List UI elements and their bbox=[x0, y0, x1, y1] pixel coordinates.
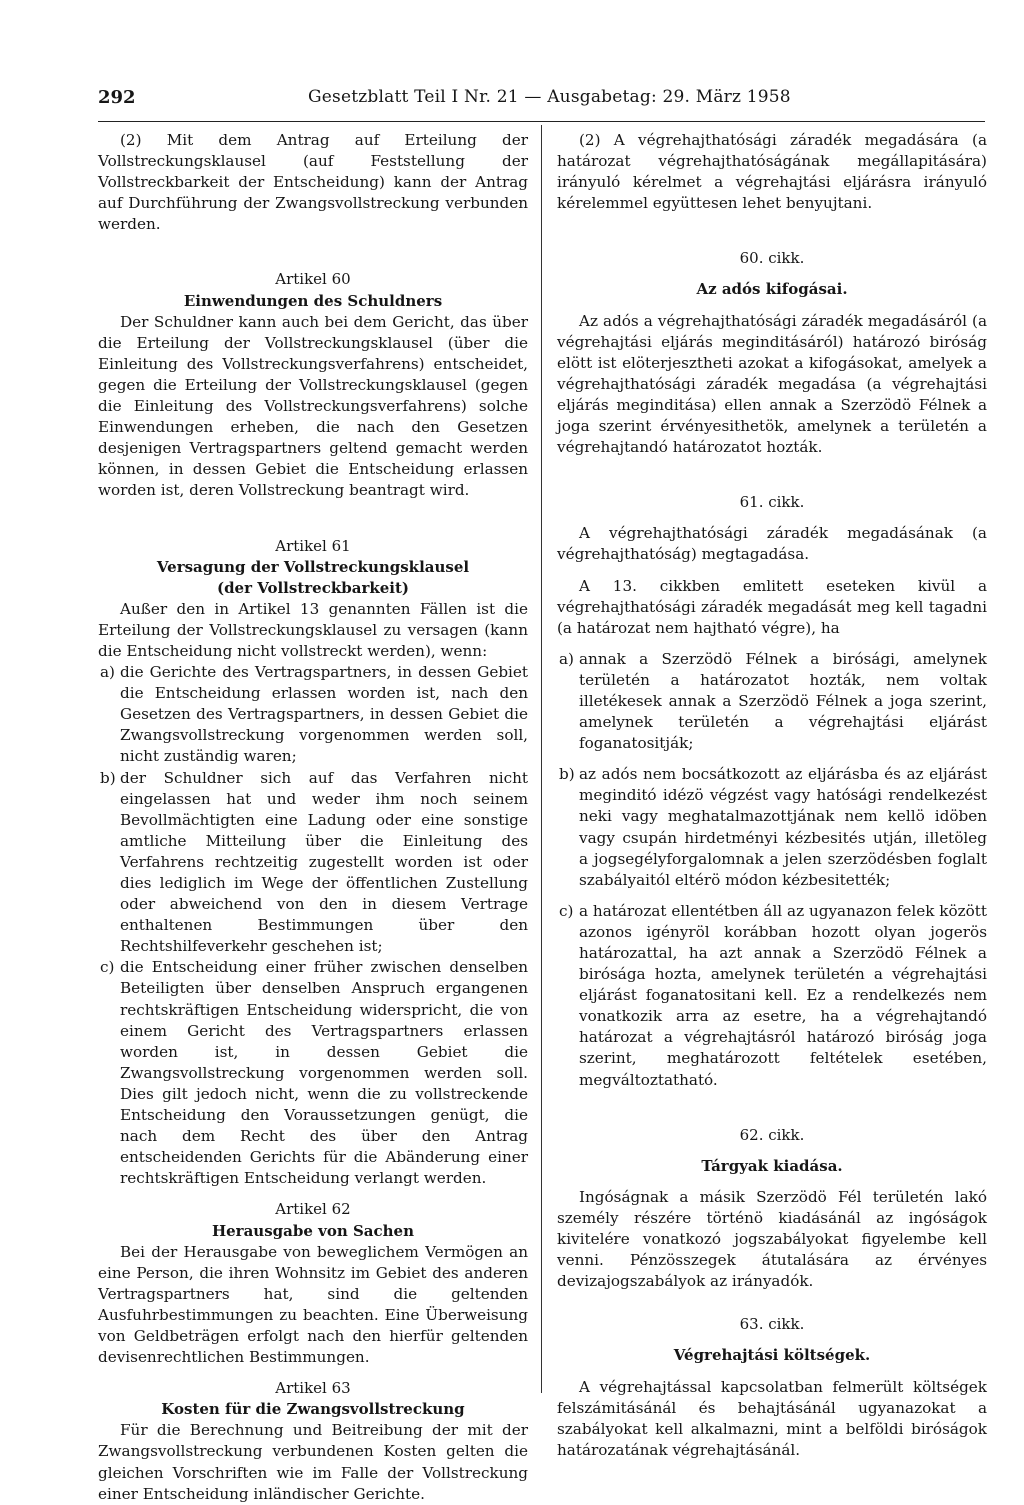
cikk-63-number: 63. cikk. bbox=[739, 1315, 805, 1334]
cikk-60-title: Az adós kifogásai. bbox=[696, 280, 848, 299]
cikk-63-title: Végrehajtási költségek. bbox=[673, 1346, 871, 1365]
article-63-title: Kosten für die Zwangsvollstreckung bbox=[161, 1400, 465, 1419]
cikk-60-number: 60. cikk. bbox=[739, 249, 805, 268]
gazette-title: Gesetzblatt Teil I Nr. 21 — Ausgabetag: 29. März 1958 bbox=[308, 87, 791, 107]
list-item-label: b) bbox=[100, 768, 116, 787]
list-item-text: annak a Szerzödö Félnek a birósági, amelynek területén a határozatot hozták, nem voltak illetékesek annak a Szerzödö Félnek a joga szerint, amelynek területén a végrehajtási eljárást foganatositják; bbox=[579, 649, 987, 753]
article-61-subtitle: (der Vollstreckbarkeit) bbox=[216, 578, 410, 597]
list-item-label: c) bbox=[559, 901, 574, 920]
article-60-text: Der Schuldner kann auch bei dem Gericht, das über die Erteilung der Vollstreckungsklausel (über die Einleitung des Vollstreckungsverfahrens) entscheidet, gegen die Erteilung der Vollstreckungsklausel (gegen die Einleitung des Vollstreckungsverfahrens) solche Einwendungen erheben, die nach den Gesetzen desjenigen Vertragspartners geltend gemacht werden können, in dessen Gebiet die Entscheidung erlassen worden ist, deren Vollstreckung beantragt wird. bbox=[98, 312, 528, 500]
article-61-number: Artikel 61 bbox=[275, 536, 351, 555]
list-item-label: a) bbox=[559, 649, 574, 668]
cikk-61-number: 61. cikk. bbox=[739, 493, 805, 512]
cikk-62-number: 62. cikk. bbox=[739, 1125, 805, 1144]
cikk-63-text: A végrehajtással kapcsolatban felmerült költségek felszámitásánál és behajtásánál ugyanazokat a szabályokat kell alkalmazni, mint a belföldi biróságok határozatának végrehajtásánál. bbox=[557, 1377, 987, 1459]
list-item bbox=[98, 768, 528, 958]
article-61-title: Versagung der Vollstreckungsklausel bbox=[156, 557, 470, 576]
cikk-61-intro: A 13. cikkben emlitett eseteken kivül a végrehajthatósági záradék megadását meg kell tagadni (a határozat nem hajtható végre), ha bbox=[557, 576, 987, 637]
article-61-intro: Außer den in Artikel 13 genannten Fällen ist die Erteilung der Vollstreckungsklausel zu versagen (kann die Entscheidung nicht vollstreckt werden), wenn: bbox=[98, 599, 528, 660]
paragraph-2: (2) Mit dem Antrag auf Erteilung der Vollstreckungsklausel (auf Feststellung der Vollstreckbarkeit der Entscheidung) kann der Antrag auf Durchführung der Zwangsvollstreckung verbunden werden. bbox=[98, 131, 528, 234]
article-63-text: Für die Berechnung und Beitreibung der mit der Zwangsvollstreckung verbundenen Kosten gelten die gleichen Vorschriften wie im Falle der Vollstreckung einer Entscheidung inländischer Gerichte. bbox=[98, 1421, 528, 1503]
page-number: 292 bbox=[98, 87, 136, 108]
list-item-text: der Schuldner sich auf das Verfahren nicht eingelassen hat und weder ihm noch seinem Bevollmächtigten eine Ladung oder eine sonstige amtliche Mitteilung über die Einleitung des Verfahrens rechtzeitig zugestellt worden ist oder dies lediglich im Wege der öffentlichen Zustellung oder abweichend von den in diesem Vertrage enthaltenen Bestimmungen über den Rechtshilfeverkehr geschehen ist; bbox=[120, 768, 528, 956]
list-item-label: b) bbox=[559, 765, 575, 784]
cikk-62-title: Tárgyak kiadása. bbox=[701, 1156, 843, 1175]
german-column bbox=[98, 130, 528, 1505]
article-62-text: Bei der Herausgabe von beweglichem Vermögen an eine Person, die ihren Wohnsitz im Gebiet des anderen Vertragspartners hat, sind die geltenden Ausfuhrbestimmungen zu beachten. Eine Überweisung von Geldbeträgen erfolgt nach den hierfür geltenden devisenrechtlichen Bestimmungen. bbox=[98, 1242, 528, 1367]
list-item-text: a határozat ellentétben áll az ugyanazon felek között azonos igényröl korábban hozott olyan jogerös határozattal, ha azt annak a Szerzödö Félnek a birósága hozta, amelynek területén a végrehajtási eljárást foganatositani kell. Ez a rendelkezés nem vonatkozik arra az esetre, ha a végrehajtandó határozat a végrehajtásról határozó biróság joga szerint, meghatározott feltételek esetében, megváltoztatható. bbox=[579, 901, 987, 1089]
page-header bbox=[98, 87, 985, 121]
list-item bbox=[98, 957, 528, 1189]
article-60-title: Einwendungen des Schuldners bbox=[183, 291, 443, 310]
article-63-number: Artikel 63 bbox=[275, 1379, 351, 1398]
column-divider bbox=[541, 125, 542, 1393]
list-item bbox=[557, 901, 987, 1091]
cikk-62-text: Ingóságnak a másik Szerzödö Fél területén lakó személy részére történö kiadásánál az ingóságok kivitelére vonatkozó jogszabályokat figyelembe kell venni. Pénzösszegek átutalására az érvényes devizajogszabályok az irányadók. bbox=[557, 1187, 987, 1291]
paragraph-2: (2) A végrehajthatósági záradék megadására (a határozat végrehajthatóságának megállapitására) irányuló kérelmet a végrehajtási eljárásra irányuló kérelemmel együttesen lehet benyujtani. bbox=[557, 131, 987, 213]
article-60-number: Artikel 60 bbox=[275, 270, 351, 289]
list-item-label: c) bbox=[100, 958, 115, 977]
list-item-text: az adós nem bocsátkozott az eljárásba és az eljárást meginditó idézö végzést vagy hatósági rendelkezést neki vagy meghatalmazottjának nem kellö idöben vagy csupán hirdetményi kézbesités utján, illetöleg a jogsegélyforgalomnak a jelen szerzödésben foglalt szabályaitól eltérö módon kézbesitették; bbox=[579, 765, 987, 889]
list-item bbox=[98, 662, 528, 767]
list-item-text: die Gerichte des Vertragspartners, in dessen Gebiet die Entscheidung erlassen worden ist, nach den Gesetzen des Vertragspartners, in dessen Gebiet die Zwangsvollstreckung vorgenommen werden soll, nicht zuständig waren; bbox=[120, 663, 528, 766]
article-62-title: Herausgabe von Sachen bbox=[211, 1221, 415, 1240]
list-item-text: die Entscheidung einer früher zwischen denselben Beteiligten über denselben Anspruch ergangenen rechtskräftigen Entscheidung widerspricht, die von einem Gericht des Vertragspartners erlassen worden ist, in dessen Gebiet die Zwangsvollstreckung vorgenommen werden soll. Dies gilt jedoch nicht, wenn die zu vollstreckende Entscheidung den Voraussetzungen genügt, die nach dem Recht des über den Antrag entscheidenden Gerichts für die Abänderung einer rechtskräftigen Entscheidung verlangt werden. bbox=[120, 958, 528, 1188]
cikk-61-title: A végrehajthatósági záradék megadásának (a végrehajthatóság) megtagadása. bbox=[557, 524, 987, 564]
hungarian-column bbox=[557, 130, 987, 1461]
list-item bbox=[557, 764, 987, 891]
list-item-label: a) bbox=[100, 663, 115, 682]
header-rule bbox=[98, 121, 985, 122]
article-62-number: Artikel 62 bbox=[275, 1200, 351, 1219]
cikk-60-text: Az adós a végrehajthatósági záradék megadásáról (a végrehajtási eljárás meginditásáról) határozó biróság elött ist elöterjesztheti azokat a kifogásokat, amelyek a végrehajthatósági záradék megadása (a végrehajtási eljárás meginditása) ellen annak a Szerzödö Félnek a joga szerint érvényesithetök, amelynek a területén a végrehajtandó határozatot hozták. bbox=[557, 311, 987, 457]
list-item bbox=[557, 649, 987, 754]
